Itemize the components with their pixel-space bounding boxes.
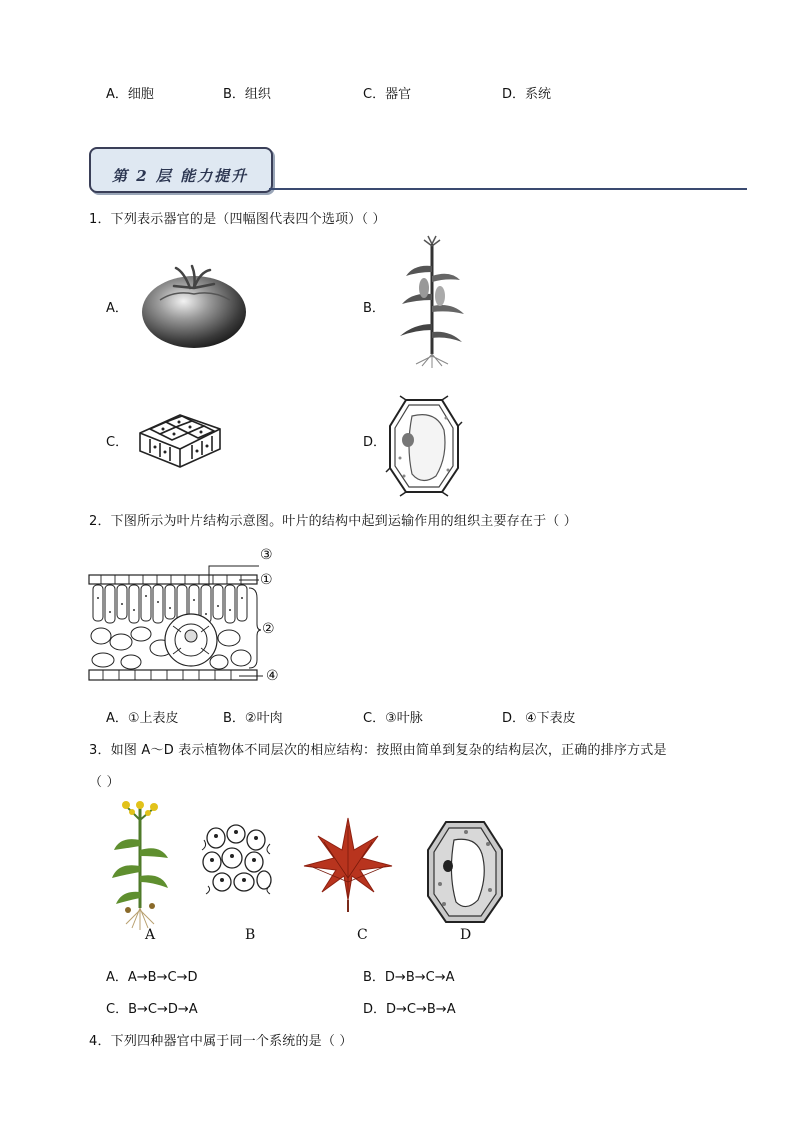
q4-stem: 4．下列四种器官中属于同一个系统的是（ ） xyxy=(89,1034,353,1049)
q2-marker-3: ③ xyxy=(260,547,273,563)
q3-caption-b: B xyxy=(245,927,256,943)
q2-marker-2: ② xyxy=(262,621,275,637)
q3-caption-a: A xyxy=(145,927,156,943)
tissue-cells-icon xyxy=(136,405,224,469)
plant-cell-icon xyxy=(386,396,462,496)
plant-tissue-icon xyxy=(200,820,274,898)
q3-option-d: D．D→C→B→A xyxy=(363,1002,456,1017)
corn-plant-icon xyxy=(396,236,468,368)
q1-option-d-label: D． xyxy=(363,435,387,450)
q2-option-c: C．③叶脉 xyxy=(363,711,423,726)
q1-stem: 1．下列表示器官的是（四幅图代表四个选项）（ ） xyxy=(89,212,386,227)
q2-marker-4: ④ xyxy=(266,668,279,684)
section-title: 第 2 层 能力提升 xyxy=(112,167,249,185)
flowering-plant-icon xyxy=(110,800,170,930)
section-divider xyxy=(269,188,747,190)
q3-stem-line1: 3．如图 A～D 表示植物体不同层次的相应结构：按照由简单到复杂的结构层次，正确的排序方式是 xyxy=(89,743,667,758)
q3-option-a: A．A→B→C→D xyxy=(106,970,198,985)
q2-option-b: B．②叶肉 xyxy=(223,711,283,726)
tomato-icon xyxy=(140,260,248,350)
q3-option-c: C．B→C→D→A xyxy=(106,1002,198,1017)
q1-option-b-label: B． xyxy=(363,301,385,316)
q3-option-b: B．D→B→C→A xyxy=(363,970,455,985)
prev-option-c: C．器官 xyxy=(363,87,412,102)
prev-option-b: B．组织 xyxy=(223,87,271,102)
q1-option-c-label: C． xyxy=(106,435,129,450)
q2-option-a: A．①上表皮 xyxy=(106,711,179,726)
q2-stem: 2．下图所示为叶片结构示意图。叶片的结构中起到运输作用的组织主要存在于（ ） xyxy=(89,514,578,529)
red-leaf-icon xyxy=(300,816,396,912)
q2-marker-1: ① xyxy=(260,572,273,588)
q3-caption-d: D xyxy=(460,927,472,943)
q2-option-d: D．④下表皮 xyxy=(502,711,576,726)
prev-option-d: D．系统 xyxy=(502,87,552,102)
plant-cell-detail-icon xyxy=(426,820,504,924)
q3-stem-line2: （ ） xyxy=(89,775,120,790)
q3-caption-c: C xyxy=(357,927,368,943)
prev-option-a: A．细胞 xyxy=(106,87,154,102)
q1-option-a-label: A． xyxy=(106,301,128,316)
